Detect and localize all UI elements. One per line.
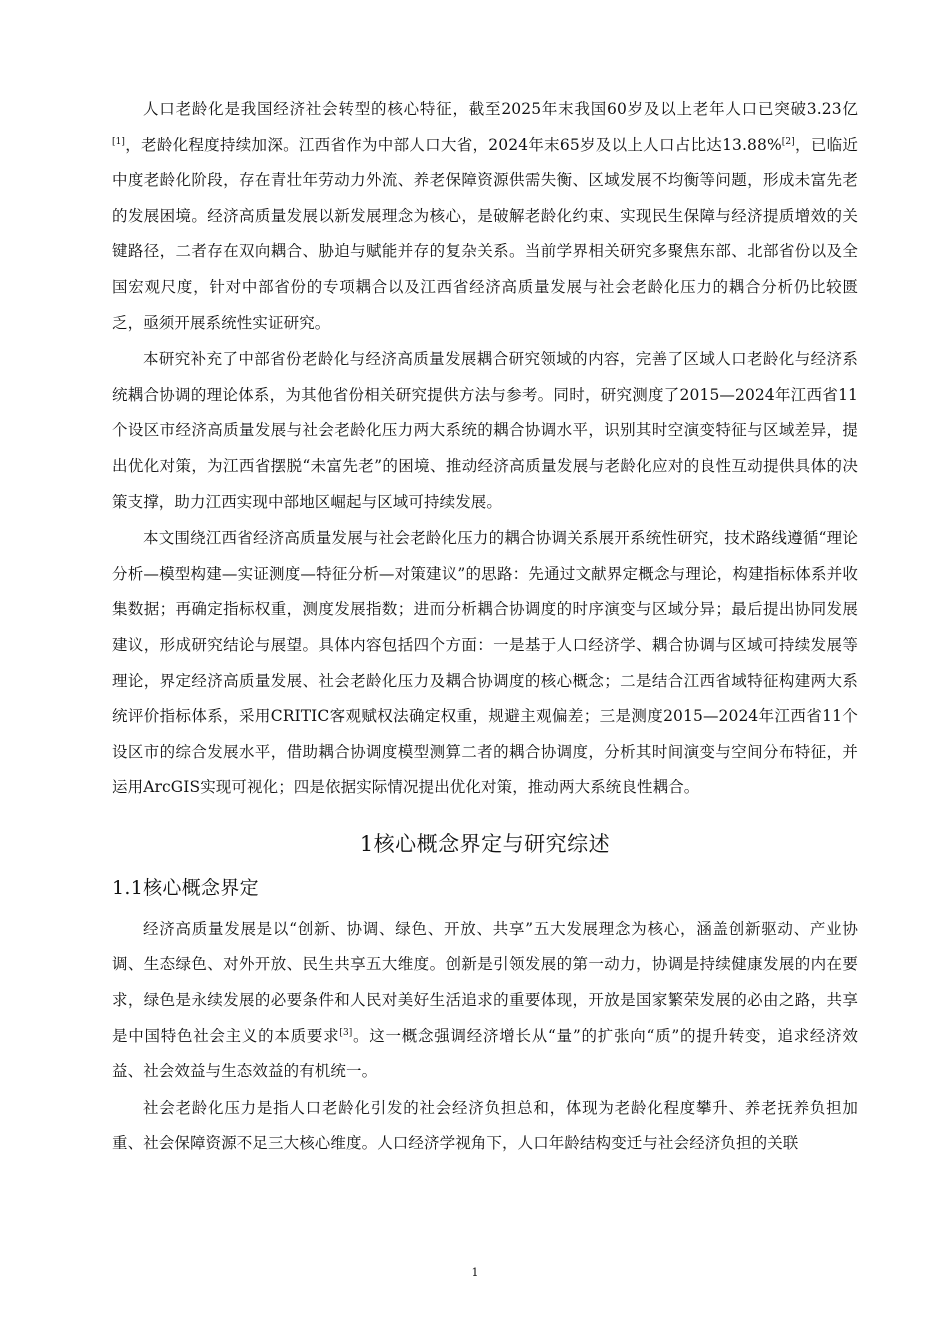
paragraph-text: ，老龄化程度持续加深。江西省作为中部人口大省，2024年末65岁及以上人口占比达13.88%	[125, 135, 782, 154]
citation-marker: [2]	[781, 136, 795, 147]
citation-marker: [3]	[339, 1027, 353, 1038]
page-footer	[0, 1266, 950, 1279]
body-paragraph	[112, 342, 858, 520]
paragraph-text: 人口老龄化是我国经济社会转型的核心特征，截至2025年末我国60岁及以上老年人口已突破3.23亿	[143, 100, 858, 118]
paragraph-text: ，已临近中度老龄化阶段，存在青壮年劳动力外流、养老保障资源供需失衡、区域发展不均衡等问题，形成未富先老的发展困境。经济高质量发展以新发展理念为核心，是破解老龄化约束、实现民生保障与经济提质增效的关键路径，二者存在双向耦合、胁迫与赋能并存的复杂关系。当前学界相关研究多聚焦东部、北部省份以及全国宏观尺度，针对中部省份的专项耦合以及江西省经济高质量发展与社会老龄化压力的耦合分析仍比较匮乏，亟须开展系统性实证研究。	[112, 135, 859, 332]
paragraph-text: 经济高质量发展是以“创新、协调、绿色、开放、共享”五大发展理念为核心，涵盖创新驱动、产业协调、生态绿色、对外开放、民生共享五大维度。创新是引领发展的第一动力，协调是持续健康发展的内在要求，绿色是永续发展的必要条件和人民对美好生活追求的重要体现，开放是国家繁荣发展的必由之路，共享是中国特色社会主义的本质要求	[112, 919, 858, 1045]
body-paragraph	[112, 92, 858, 341]
page-body	[112, 92, 858, 1162]
section-body	[112, 912, 858, 1162]
citation-marker: [1]	[112, 136, 126, 147]
section-title: 1.1核心概念界定	[112, 876, 259, 899]
paragraph-text: 本文围绕江西省经济高质量发展与社会老龄化压力的耦合协调关系展开系统性研究，技术路线遵循“理论分析—模型构建—实证测度—特征分析—对策建议”的思路：先通过文献界定概念与理论，构建指标体系并收集数据；再确定指标权重，测度发展指数；进而分析耦合协调度的时序演变与区域分异；最后提出协同发展建议，形成研究结论与展望。具体内容包括四个方面：一是基于人口经济学、耦合协调与区域可持续发展等理论，界定经济高质量发展、社会老龄化压力及耦合协调度的核心概念；二是结合江西省域特征构建两大系统评价指标体系，采用CRITIC客观赋权法确定权重，规避主观偏差；三是测度2015—2024年江西省11个设区市的综合发展水平，借助耦合协调度模型测算二者的耦合协调度，分析其时间演变与空间分布特征，并运用ArcGIS实现可视化；四是依据实际情况提出优化对策，推动两大系统良性耦合。	[112, 529, 858, 797]
paragraph-text: 社会老龄化压力是指人口老龄化引发的社会经济负担总和，体现为老龄化程度攀升、养老抚养负担加重、社会保障资源不足三大核心维度。人口经济学视角下，人口年龄结构变迁与社会经济负担的关联	[112, 1098, 858, 1153]
paragraph-text: 。这一概念强调经济增长从“量”的扩张向“质”的提升转变，追求经济效益、社会效益与生态效益的有机统一。	[112, 1026, 859, 1081]
body-paragraph	[112, 912, 858, 1090]
page-number: 1	[471, 1266, 479, 1279]
body-paragraph	[112, 521, 858, 806]
chapter-title: 1核心概念界定与研究综述	[359, 831, 611, 856]
body-paragraph	[112, 1091, 858, 1162]
paragraph-text: 本研究补充了中部省份老龄化与经济高质量发展耦合研究领域的内容，完善了区域人口老龄化与经济系统耦合协调的理论体系，为其他省份相关研究提供方法与参考。同时，研究测度了2015—2024年江西省11个设区市经济高质量发展与社会老龄化压力两大系统的耦合协调水平，识别其时空演变特征与区域差异，提出优化对策，为江西省摆脱“未富先老”的困境、推动经济高质量发展与老龄化应对的良性互动提供具体的决策支撑，助力江西实现中部地区崛起与区域可持续发展。	[112, 350, 858, 511]
intro-section	[112, 92, 858, 806]
